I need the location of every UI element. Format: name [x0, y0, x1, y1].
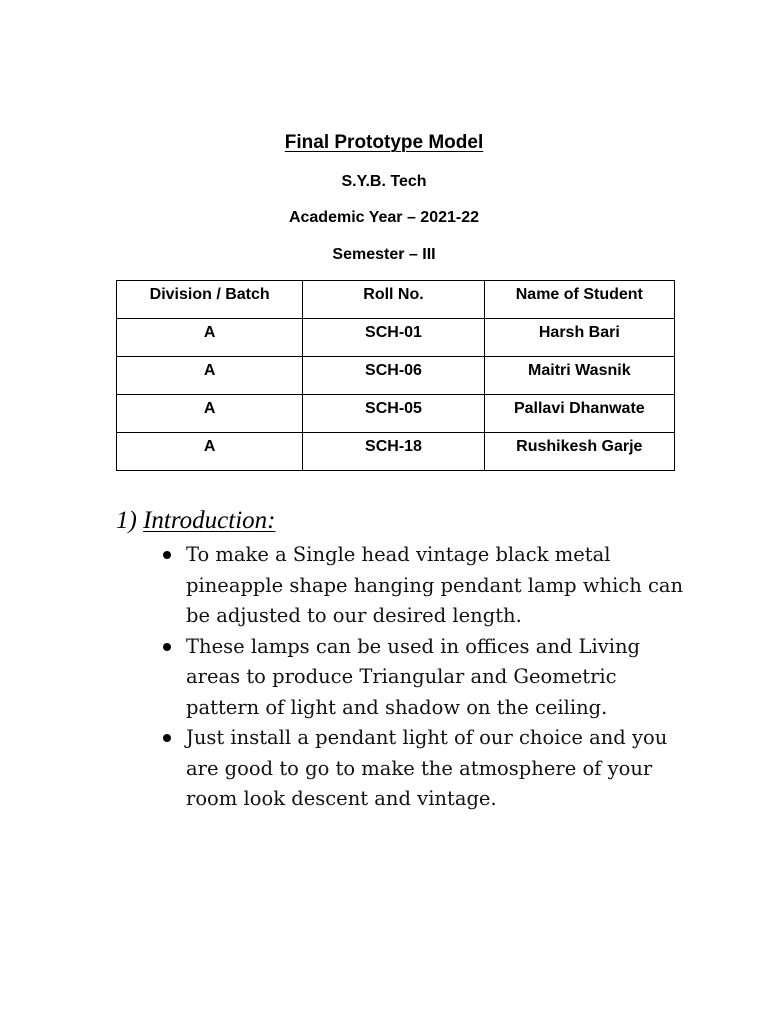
bullet-icon [163, 551, 171, 559]
column-header-roll-no: Roll No. [303, 281, 484, 319]
academic-year: Academic Year – 2021-22 [288, 209, 480, 226]
list-item-text: To make a Single head vintage black metal pineapple shape hanging pendant lamp which can be adjusted to our desired length. [186, 543, 684, 627]
student-table [116, 280, 675, 471]
cell-division: A [117, 357, 303, 395]
cell-division: A [117, 319, 303, 357]
cell-student-name: Pallavi Dhanwate [484, 395, 674, 433]
program-name: S.Y.B. Tech [341, 173, 427, 190]
table-row [117, 319, 675, 357]
cell-roll-no: SCH-06 [303, 357, 484, 395]
table-header-row [117, 281, 675, 319]
cell-roll-no: SCH-18 [303, 433, 484, 471]
list-item-text: Just install a pendant light of our choice and you are good to go to make the atmosphere of your room look descent and vintage. [186, 726, 668, 810]
cell-roll-no: SCH-05 [303, 395, 484, 433]
cell-roll-no: SCH-01 [303, 319, 484, 357]
introduction-heading [116, 505, 275, 537]
bullet-icon [163, 734, 171, 742]
table-row [117, 395, 675, 433]
cell-division: A [117, 433, 303, 471]
table-row [117, 433, 675, 471]
table-row [117, 357, 675, 395]
column-header-student-name: Name of Student [484, 281, 674, 319]
cell-student-name: Harsh Bari [484, 319, 674, 357]
document-title: Final Prototype Model [284, 132, 484, 153]
semester: Semester – III [332, 246, 436, 263]
section-number: 1) [116, 507, 137, 534]
list-item [186, 632, 686, 724]
list-item [186, 540, 686, 632]
list-item-text: These lamps can be used in offices and Living areas to produce Triangular and Geometric pattern of light and shadow on the ceiling. [186, 634, 641, 719]
column-header-division: Division / Batch [117, 281, 303, 319]
cell-student-name: Rushikesh Garje [484, 433, 674, 471]
introduction-bullet-list [186, 540, 686, 815]
section-title: Introduction: [143, 507, 276, 534]
bullet-icon [163, 643, 171, 651]
cell-student-name: Maitri Wasnik [484, 357, 674, 395]
list-item [186, 723, 686, 815]
cell-division: A [117, 395, 303, 433]
